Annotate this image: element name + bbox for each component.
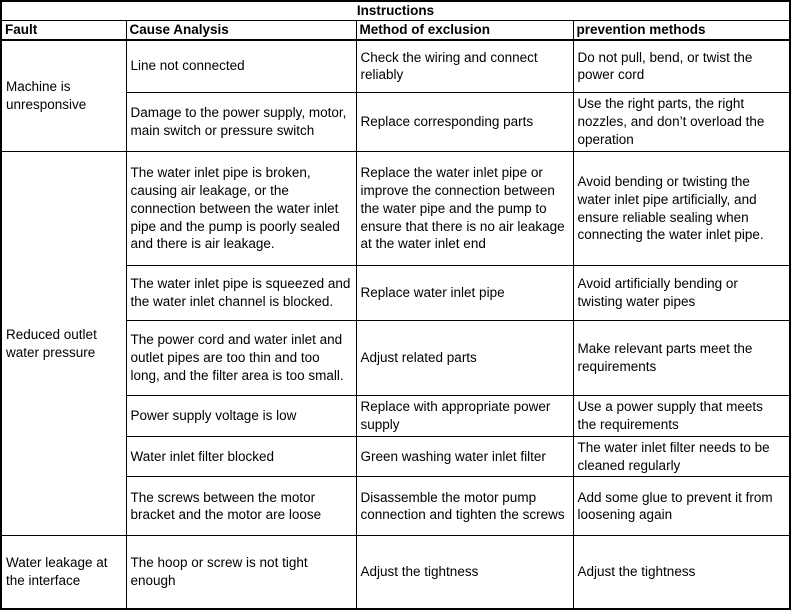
prevention-cell: Add some glue to prevent it from loosening again: [573, 477, 790, 536]
fault-cell: Machine is unresponsive: [1, 40, 126, 152]
table-title: Instructions: [1, 1, 790, 20]
table-body: [1, 40, 790, 609]
table-header-row: [1, 20, 790, 39]
method-cell: Adjust related parts: [356, 321, 573, 396]
table-row: [1, 152, 790, 266]
column-header-prevention-methods: prevention methods: [573, 20, 790, 39]
column-header-method-of-exclusion: Method of exclusion: [356, 20, 573, 39]
method-cell: Replace with appropriate power supply: [356, 396, 573, 437]
column-header-fault: Fault: [1, 20, 126, 39]
prevention-cell: The water inlet filter needs to be cleaned regularly: [573, 436, 790, 477]
prevention-cell: Do not pull, bend, or twist the power cord: [573, 40, 790, 93]
table-title-row: [1, 1, 790, 20]
method-cell: Replace the water inlet pipe or improve the connection between the water pipe and the pump to ensure that there is no air leakage at the water inlet end: [356, 152, 573, 266]
cause-cell: Power supply voltage is low: [126, 396, 356, 437]
cause-cell: The hoop or screw is not tight enough: [126, 536, 356, 609]
method-cell: Replace corresponding parts: [356, 93, 573, 152]
cause-cell: The water inlet pipe is squeezed and the water inlet channel is blocked.: [126, 266, 356, 321]
prevention-cell: Adjust the tightness: [573, 536, 790, 609]
method-cell: Disassemble the motor pump connection and tighten the screws: [356, 477, 573, 536]
prevention-cell: Avoid artificially bending or twisting water pipes: [573, 266, 790, 321]
cause-cell: Water inlet filter blocked: [126, 436, 356, 477]
cause-cell: The water inlet pipe is broken, causing air leakage, or the connection between the water inlet pipe and the pump is poorly sealed and there is air leakage.: [126, 152, 356, 266]
prevention-cell: Use a power supply that meets the requirements: [573, 396, 790, 437]
prevention-cell: Make relevant parts meet the requirements: [573, 321, 790, 396]
prevention-cell: Use the right parts, the right nozzles, and don’t overload the operation: [573, 93, 790, 152]
method-cell: Check the wiring and connect reliably: [356, 40, 573, 93]
fault-cell: Water leakage at the interface: [1, 536, 126, 609]
column-header-cause-analysis: Cause Analysis: [126, 20, 356, 39]
cause-cell: The screws between the motor bracket and the motor are loose: [126, 477, 356, 536]
method-cell: Green washing water inlet filter: [356, 436, 573, 477]
cause-cell: The power cord and water inlet and outlet pipes are too thin and too long, and the filter area is too small.: [126, 321, 356, 396]
method-cell: Replace water inlet pipe: [356, 266, 573, 321]
prevention-cell: Avoid bending or twisting the water inlet pipe artificially, and ensure reliable sealing when connecting the water inlet pipe.: [573, 152, 790, 266]
table-row: [1, 536, 790, 609]
cause-cell: Damage to the power supply, motor, main switch or pressure switch: [126, 93, 356, 152]
fault-cell: Reduced outlet water pressure: [1, 152, 126, 536]
table-row: [1, 40, 790, 93]
method-cell: Adjust the tightness: [356, 536, 573, 609]
cause-cell: Line not connected: [126, 40, 356, 93]
